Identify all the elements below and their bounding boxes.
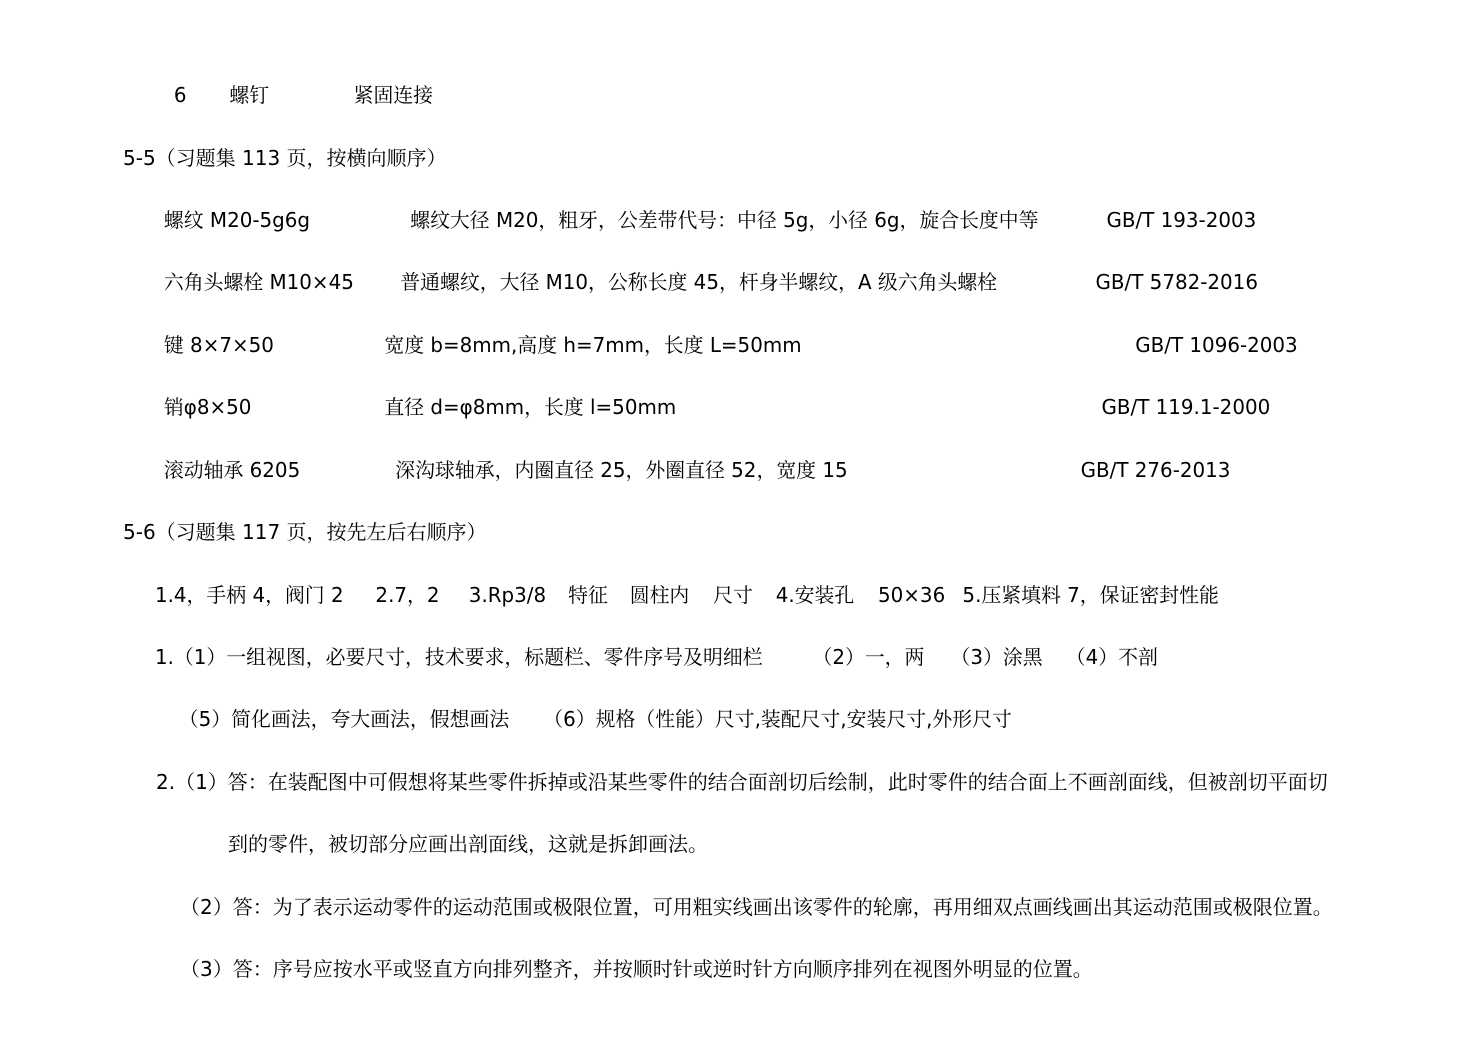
- question-2-2: （2）答：为了表示运动零件的运动范围或极限位置，可用粗实线画出该零件的轮廓，再用细双点画线画出其运动范围或极限位置。: [180, 895, 1333, 919]
- answer-line-1: [0, 583, 1465, 607]
- section-5-5-heading: 5-5（习题集 113 页，按横向顺序）: [123, 146, 447, 170]
- question-2-1-line-1: 2.（1）答：在装配图中可假想将某些零件拆掉或沿某些零件的结合面剖切后绘制，此时零件的结合面上不画剖面线，但被剖切平面切: [156, 770, 1328, 794]
- answer-segment: 特征: [568, 583, 608, 607]
- part-standard: GB/T 276-2013: [1080, 458, 1231, 482]
- table-row: [0, 208, 1465, 232]
- answer-segment: 3.Rp3/8: [468, 583, 547, 607]
- top-row-name: 螺钉: [229, 83, 270, 107]
- answer-segment: 2.7，2: [375, 583, 440, 607]
- answer-segment: 5.压紧填料 7，保证密封性能: [962, 583, 1219, 607]
- answer-segment: 1.（1）一组视图，必要尺寸，技术要求，标题栏、零件序号及明细栏: [154, 645, 763, 669]
- part-name: 螺纹 M20-5g6g: [163, 208, 311, 232]
- answer-segment: 尺寸: [713, 583, 753, 607]
- part-desc: 直径 d=φ8mm，长度 l=50mm: [384, 395, 677, 419]
- answer-segment: （2）一，两: [812, 645, 925, 669]
- part-desc: 宽度 b=8mm,高度 h=7mm，长度 L=50mm: [384, 333, 802, 357]
- top-row: [0, 83, 1465, 107]
- answer-segment: （5）简化画法，夸大画法，假想画法: [178, 707, 510, 731]
- answer-segment: （6）规格（性能）尺寸,装配尺寸,安装尺寸,外形尺寸: [543, 707, 1012, 731]
- question-2-3: （3）答：序号应按水平或竖直方向排列整齐，并按顺时针或逆时针方向顺序排列在视图外明显的位置。: [180, 957, 1093, 981]
- part-name: 销φ8×50: [163, 395, 252, 419]
- section-5-6-heading: 5-6（习题集 117 页，按先左后右顺序）: [123, 520, 487, 544]
- part-desc: 深沟球轴承，内圈直径 25，外圈直径 52，宽度 15: [395, 458, 848, 482]
- part-desc: 普通螺纹，大径 M10，公称长度 45，杆身半螺纹，A 级六角头螺栓: [400, 270, 998, 294]
- part-standard: GB/T 1096-2003: [1135, 333, 1298, 357]
- table-row: [0, 333, 1465, 357]
- part-name: 滚动轴承 6205: [163, 458, 301, 482]
- top-row-purpose: 紧固连接: [353, 83, 434, 107]
- table-row: [0, 395, 1465, 419]
- table-row: [0, 270, 1465, 294]
- answer-segment: 4.安装孔: [775, 583, 855, 607]
- part-name: 键 8×7×50: [163, 333, 274, 357]
- top-row-number: 6: [173, 83, 187, 107]
- table-row: [0, 458, 1465, 482]
- question-1-line-2: [0, 707, 1465, 731]
- answer-segment: 1.4，手柄 4，阀门 2: [154, 583, 344, 607]
- answer-segment: 圆柱内: [629, 583, 690, 607]
- answer-segment: （3）涂黑: [950, 645, 1043, 669]
- answer-segment: （4）不剖: [1065, 645, 1158, 669]
- answer-segment: 50×36: [878, 583, 946, 607]
- question-1-line-1: [0, 645, 1465, 669]
- part-desc: 螺纹大径 M20，粗牙，公差带代号：中径 5g，小径 6g，旋合长度中等: [410, 208, 1039, 232]
- part-name: 六角头螺栓 M10×45: [163, 270, 354, 294]
- question-2-1-line-2: 到的零件，被切部分应画出剖面线，这就是拆卸画法。: [228, 832, 708, 856]
- part-standard: GB/T 5782-2016: [1095, 270, 1258, 294]
- part-standard: GB/T 193-2003: [1106, 208, 1257, 232]
- part-standard: GB/T 119.1-2000: [1101, 395, 1271, 419]
